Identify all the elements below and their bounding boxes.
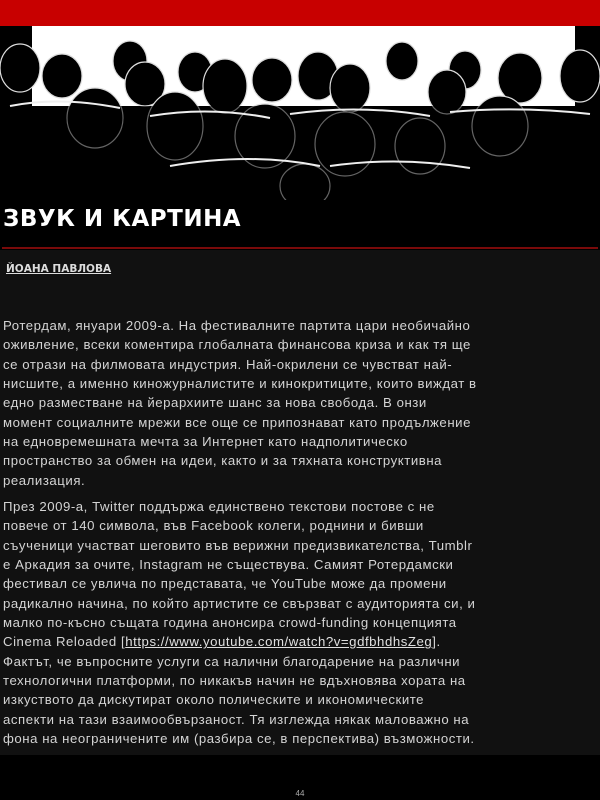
paragraph-line: на едновремешната мечта за Интернет като надполитическо: [3, 434, 408, 450]
paragraph-line: Фактът, че въпросните услуги са налични благодарение на различни: [3, 653, 461, 669]
top-accent-bar: [0, 0, 600, 26]
paragraph-line: [3, 632, 475, 651]
paragraph-line: радикално начина, по който артистите се свързват с аудиторията си, и: [3, 595, 476, 611]
paragraph-line: е Аркадия за очите, Instagram не съществува. Самият Ротердамски: [3, 557, 454, 573]
link-prefix: Cinema Reloaded [: [3, 634, 126, 650]
cinema-audience-illustration: [0, 26, 600, 200]
paragraph-line: През 2009-а, Twitter поддържа единствено текстови постове с не: [3, 499, 435, 514]
paragraph-line: се отрази на филмовата индустрия. Най-окрилени се чувстват най-: [3, 356, 453, 372]
paragraph-line: повече от 140 символа, във Facebook колеги, роднини и бивши: [3, 518, 424, 534]
title-divider: [2, 247, 598, 249]
paragraph-line: нисшите, а именно киножурналистите и кинокритиците, които виждат в: [3, 376, 477, 392]
youtube-link[interactable]: https://www.youtube.com/watch?v=gdfbhdhsZeg: [125, 634, 433, 650]
paragraph-line: аспекти на тази взаимообвързаност. Тя изглежда някак маловажно на: [3, 711, 470, 727]
article-title: ЗВУК И КАРТИНА: [3, 206, 242, 232]
paragraph-line: реализация.: [3, 472, 86, 488]
page-number: 44: [295, 789, 305, 798]
paragraph-line: изкуството да дискутират около полическите и икономическите: [3, 692, 425, 708]
paragraph-line: малко по-късно същата година анонсира crowd-funding концепцията: [3, 615, 457, 631]
paragraph-line: оживление, всеки коментира глобалната финансова криза и как тя ще: [3, 337, 471, 353]
paragraph-1: [3, 316, 477, 490]
paragraph-line: фестивал се увлича по представата, че YouTube може да промени: [3, 576, 447, 592]
paragraph-line: едно разместване на йерархиите шанс за нова свобода. В онзи: [3, 395, 427, 411]
paragraph-2: [3, 497, 475, 748]
paragraph-line: съученици участват шеговито във верижни предизвикателства, Tumblr: [3, 537, 473, 553]
author-link[interactable]: ЙОАНА ПАВЛОВА: [6, 263, 112, 275]
paragraph-line: момент социалните мрежи все още се припознават като продължение: [3, 414, 471, 430]
paragraph-line: пространство за обмен на идеи, както и за тяхната конструктивна: [3, 453, 443, 469]
paragraph-line: Ротердам, януари 2009-а. На фестивалните партита цари необичайно: [3, 318, 471, 333]
link-suffix: ].: [432, 634, 441, 650]
paragraph-line: фона на неограничените им (разбира се, в перспектива) възможности.: [3, 731, 475, 747]
paragraph-line: технологични платформи, по никакъв начин не вдъхновява хората на: [3, 673, 466, 689]
